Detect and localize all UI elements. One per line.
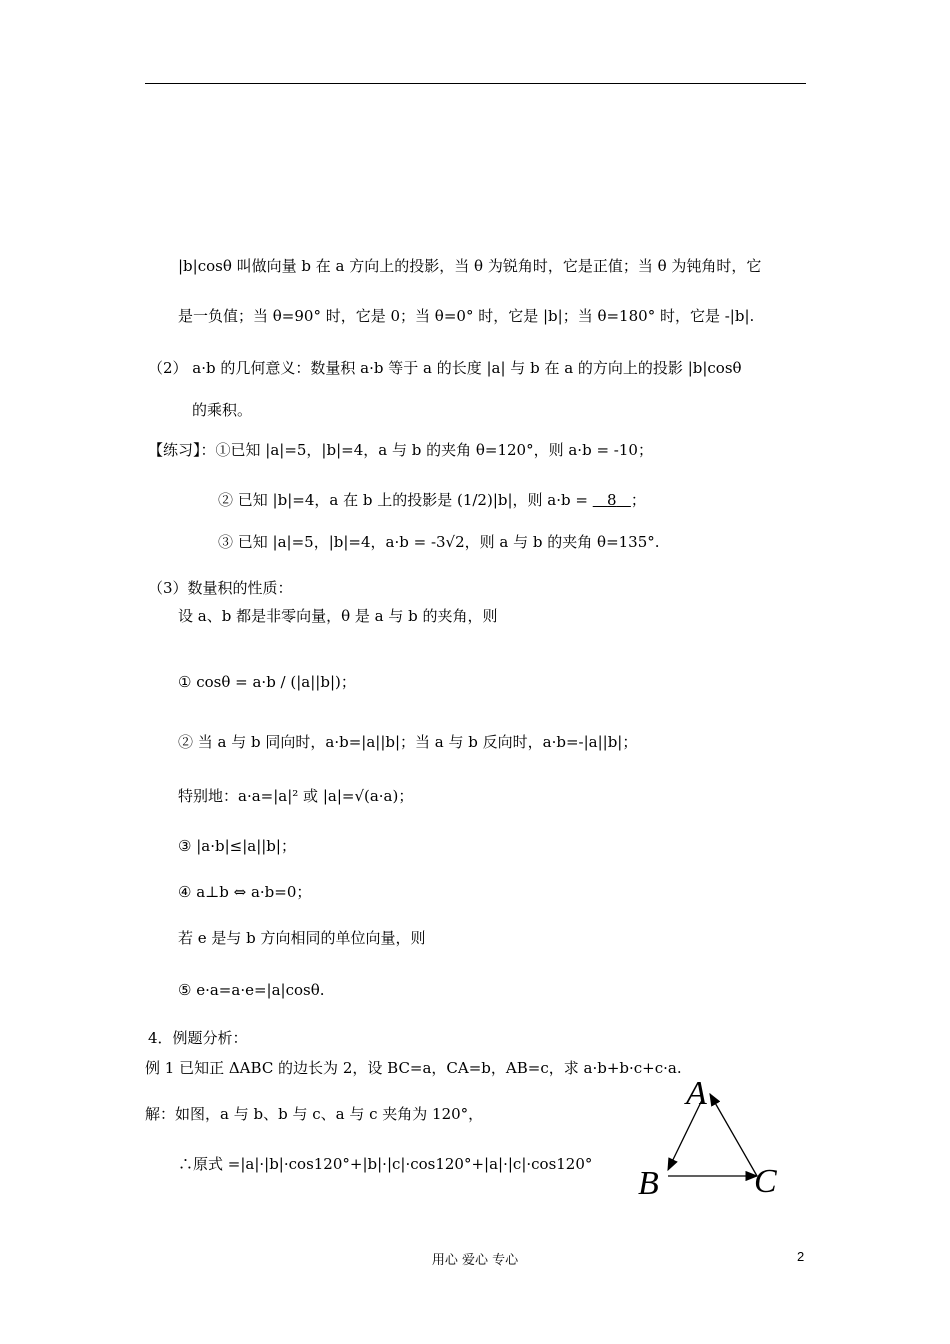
property-2: ② 当 a 与 b 同向时，a·b=|a||b|；当 a 与 b 反向时，a·b=-|a||b|； [178,733,638,751]
header-rule [145,83,806,84]
exercise-3: ③ 已知 |a|=5，|b|=4，a·b = -3√2，则 a 与 b 的夹角 θ=135°. [218,533,660,551]
vertex-label-a: A [686,1075,707,1112]
exercise-2-text: ② 已知 |b|=4，a 在 b 上的投影是 (1/2)|b|，则 a·b = [218,491,588,509]
property-5: ⑤ e·a=a·e=|a|cosθ. [178,981,325,999]
page-number: 2 [797,1249,805,1264]
unit-vector-note: 若 e 是与 b 方向相同的单位向量，则 [178,929,426,947]
exercise-2-answer: 8 [607,491,617,509]
triangle-figure [630,1070,790,1210]
property-3: ③ |a·b|≤|a||b|； [178,837,296,855]
text-line-9: 设 a、b 都是非零向量，θ 是 a 与 b 的夹角，则 [178,607,498,625]
special-case: 特别地：a·a=|a|² 或 |a|=√(a·a)； [178,787,414,805]
vector-ca [710,1094,757,1176]
text-line-2: 是一负值；当 θ=90° 时，它是 0；当 θ=0° 时，它是 |b|；当 θ=180° 时，它是 -|b|. [178,307,755,325]
property-4: ④ a⊥b ⇔ a·b=0； [178,883,312,901]
section-4-heading: 4．例题分析： [148,1029,248,1047]
vertex-label-c: C [754,1163,777,1200]
text-line-4: 的乘积。 [192,401,253,419]
solution-line-1: 解：如图，a 与 b、b 与 c、a 与 c 夹角为 120°， [145,1105,484,1123]
text-line-1: |b|cosθ 叫做向量 b 在 a 方向上的投影，当 θ 为锐角时，它是正值；当 θ 为钝角时，它 [178,257,762,275]
example-1: 例 1 已知正 ΔABC 的边长为 2，设 BC=a，CA=b，AB=c，求 a·b+b·c+c·a. [145,1059,682,1077]
exercise-1: 【练习】：①已知 |a|=5，|b|=4，a 与 b 的夹角 θ=120°，则 a·b = -10； [148,441,653,459]
solution-line-2: ∴原式 =|a|·|b|·cos120°+|b|·|c|·cos120°+|a|·|c|·cos120° [178,1155,593,1173]
property-1: ① cosθ = a·b / (|a||b|)； [178,673,356,691]
text-line-3: （2） a·b 的几何意义：数量积 a·b 等于 a 的长度 |a| 与 b 在 a 的方向上的投影 |b|cosθ [148,359,742,377]
section-3-heading: （3）数量积的性质： [148,579,293,597]
exercise-2: ② 已知 |b|=4，a 在 b 上的投影是 (1/2)|b|，则 a·b = 8 ； [218,491,646,509]
page-footer: 用心 爱心 专心 [431,1253,519,1268]
vertex-label-b: B [638,1165,659,1202]
